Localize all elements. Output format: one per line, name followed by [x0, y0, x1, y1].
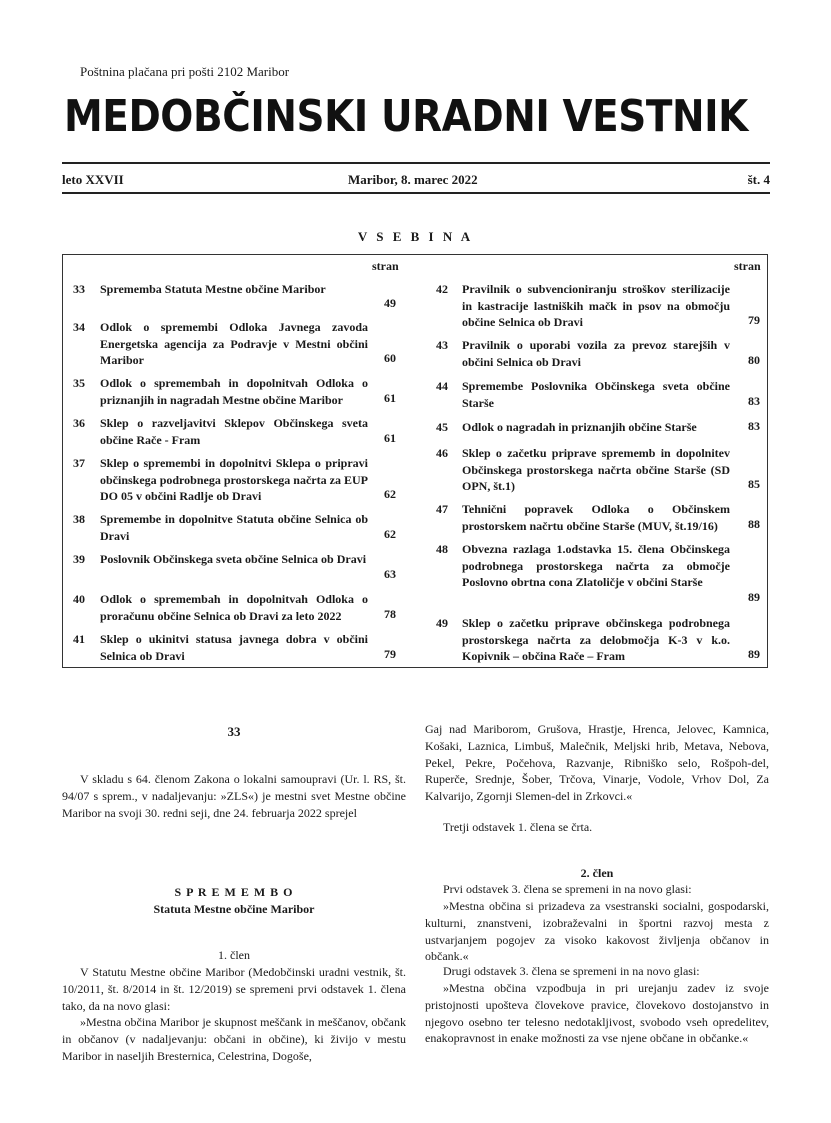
toc-entry-title[interactable]: Obvezna razlaga 1.odstavka 15. člena Občinskega podrobnega prostorskega načrta za območje Poslovno obrtna cona Zlatoličje v občini Starše — [462, 542, 730, 589]
clen-2-paragraph: »Mestna občina vzpodbuja in pri urejanju zadev iz svoje pristojnosti upošteva človekove pravice, človekovo dostojanstvo in njegovo osebno ter telesno nedotakljivost, svobodo vseh opredelitev, enakopravnost in enake možnosti za vse njene občane in občanke.« — [425, 981, 769, 1046]
toc-entry-page: 61 — [384, 431, 396, 445]
toc-entry-page: 88 — [748, 517, 760, 531]
toc-entry-page: 78 — [384, 607, 396, 621]
document-subtitle: Statuta Mestne občine Maribor — [153, 902, 315, 916]
article-number: 33 — [227, 724, 241, 739]
toc-entry-num: 33 — [73, 282, 85, 296]
toc-entry-num: 47 — [436, 502, 448, 516]
toc-entry-page: 63 — [384, 567, 396, 581]
issue-line — [62, 172, 770, 188]
issue-number: št. 4 — [747, 172, 770, 187]
toc-entry-page: 89 — [748, 590, 760, 604]
toc-entry-page: 60 — [384, 351, 396, 365]
toc-entry-title[interactable]: Tehnični popravek Odloka o Občinskem prostorskem načrtu občine Starše (MUV, št.19/16) — [462, 502, 730, 533]
toc-entry-num: 45 — [436, 420, 448, 434]
toc-entry-num: 49 — [436, 616, 448, 630]
toc-entry-num: 41 — [73, 632, 85, 646]
header-bottom-rule — [62, 192, 770, 194]
clen-1-paragraph: Tretji odstavek 1. člena se črta. — [443, 820, 593, 834]
toc-entry-num: 40 — [73, 592, 85, 606]
toc-entry-num: 38 — [73, 512, 85, 526]
toc-entry-page: 85 — [748, 477, 760, 491]
toc-entry-title[interactable]: Pravilnik o subvencioniranju stroškov sterilizacije in kastracije lastniških mačk in psov na območju občine Selnica ob Dravi — [462, 282, 730, 329]
clen-1-continuation: Gaj nad Mariborom, Grušova, Hrastje, Hrenca, Jelovec, Kamnica, Košaki, Laznica, Limbuš, Malečnik, Meljski hrib, Metava, Nebova, Pekel, Pekre, Počehova, Razvanje, Ribniško selo, Rošpoh-del, Ruperče, Srednje, Šober, Trčova, Vinarje, Vodole, Vrhov Dol, Za Kalvarijo, Zgornji Slemen-del in Zrkovci.« — [425, 722, 769, 804]
toc-entry-title[interactable]: Odlok o spremembi Odloka Javnega zavoda Energetska agencija za Podravje v Mestni občini Maribor — [100, 320, 368, 367]
clen-2-paragraph: »Mestna občina si prizadeva za vsestranski socialni, gospodarski, kulturni, znanstveni, izobraževalni in športni razvoj mesta z ustvarjanjem pogojev za visoko kakovost življenja občanov in občank.« — [425, 899, 769, 964]
toc-entry-num: 36 — [73, 416, 85, 430]
toc-entry-num: 46 — [436, 446, 448, 460]
clen-2-paragraph: Prvi odstavek 3. člena se spremeni in na novo glasi: — [443, 882, 692, 896]
toc-left-page-label: stran — [372, 259, 399, 273]
toc-entry-page: 49 — [384, 296, 396, 310]
toc-heading: V S E B I N A — [357, 229, 474, 244]
toc-entry-page: 62 — [384, 527, 396, 541]
toc-entry-title[interactable]: Spremembe in dopolnitve Statuta občine Selnica ob Dravi — [100, 512, 368, 543]
clen-1-heading: 1. člen — [218, 948, 250, 962]
toc-entry-num: 44 — [436, 379, 448, 393]
toc-entry-title[interactable]: Odlok o nagradah in priznanjih občine Starše — [462, 420, 697, 434]
issue-place-date: Maribor, 8. marec 2022 — [348, 172, 478, 187]
toc-entry-title[interactable]: Poslovnik Občinskega sveta občine Selnica ob Dravi — [100, 552, 367, 566]
toc-entry-num: 43 — [436, 338, 448, 352]
toc-entry-num: 39 — [73, 552, 85, 566]
toc-entry-page: 83 — [748, 419, 760, 433]
clen-1-paragraph: V Statutu Mestne občine Maribor (Medobčinski uradni vestnik, št. 10/2011, št. 8/2014 in št. 12/2019) se spremeni prvi odstavek 1. člena tako, da na novo glasi: — [62, 965, 406, 1013]
toc-entry-page: 89 — [748, 647, 760, 661]
clen-2-paragraph: Drugi odstavek 3. člena se spremeni in na novo glasi: — [443, 964, 700, 978]
toc-right-page-label: stran — [734, 259, 761, 273]
masthead-title: MEDOBČINSKI URADNI VESTNIK — [64, 92, 748, 142]
document-title: S P R E M E M B O — [174, 885, 294, 899]
toc-entry-page: 61 — [384, 391, 396, 405]
header-top-rule — [62, 162, 770, 164]
toc-entry-title[interactable]: Sklep o razveljavitvi Sklepov Občinskega sveta občine Rače - Fram — [100, 416, 368, 447]
clen-2-heading: 2. člen — [580, 866, 614, 880]
toc-entry-num: 48 — [436, 542, 448, 556]
toc-entry-title[interactable]: Sklep o začetku priprave občinskega podrobnega prostorskega načrta za delobmočja K-3 v k.o. Kopivnik – občina Rače – Fram — [462, 616, 730, 663]
toc-entry-title[interactable]: Odlok o spremembah in dopolnitvah Odloka o proračunu občine Selnica ob Dravi za leto 2022 — [100, 592, 368, 623]
toc-entry-title[interactable]: Sprememba Statuta Mestne občine Maribor — [100, 282, 326, 296]
toc-entry-num: 42 — [436, 282, 448, 296]
toc-entry-page: 79 — [748, 313, 760, 327]
toc-entry-title[interactable]: Sklep o začetku priprave sprememb in dopolnitev Občinskega prostorskega načrta občine Starše (SD OPN, št.1) — [462, 446, 730, 493]
toc-entry-title[interactable]: Pravilnik o uporabi vozila za prevoz starejših v občini Selnica ob Dravi — [462, 338, 730, 369]
toc-entry-page: 62 — [384, 487, 396, 501]
article-intro: V skladu s 64. členom Zakona o lokalni samoupravi (Ur. l. RS, št. 94/07 s sprem., v nadaljevanju: »ZLS«) je mestni svet Mestne občine Maribor na svoji 30. redni seji, dne 24. februarja 2022 sprejel — [62, 772, 406, 820]
toc-entry-page: 80 — [748, 353, 760, 367]
postal-note: Poštnina plačana pri pošti 2102 Maribor — [80, 64, 290, 79]
toc-entry-page: 79 — [384, 647, 396, 661]
toc-entry-title[interactable]: Sklep o ukinitvi statusa javnega dobra v občini Selnica ob Dravi — [100, 632, 368, 663]
toc-entry-page: 83 — [748, 394, 760, 408]
toc-entry-title[interactable]: Odlok o spremembah in dopolnitvah Odloka o priznanjih in nagradah Mestne občine Maribor — [100, 376, 368, 407]
toc-entry-title[interactable]: Spremembe Poslovnika Občinskega sveta občine Starše — [462, 379, 730, 410]
toc-entry-num: 37 — [73, 456, 85, 470]
toc-entry-num: 35 — [73, 376, 85, 390]
toc-entry-num: 34 — [73, 320, 85, 334]
issue-year: leto XXVII — [62, 172, 124, 187]
toc-entry-title[interactable]: Sklep o spremembi in dopolnitvi Sklepa o pripravi občinskega podrobnega prostorskega načrta za EUP DO 05 v občini Radlje ob Dravi — [100, 456, 368, 503]
clen-1-paragraph: »Mestna občina Maribor je skupnost meščank in meščanov, občank in občanov (v nadaljevanju: občani in občine), ki živijo v mestu Maribor in naseljih Bresternica, Celestrina, Dogoše, — [62, 1015, 406, 1063]
